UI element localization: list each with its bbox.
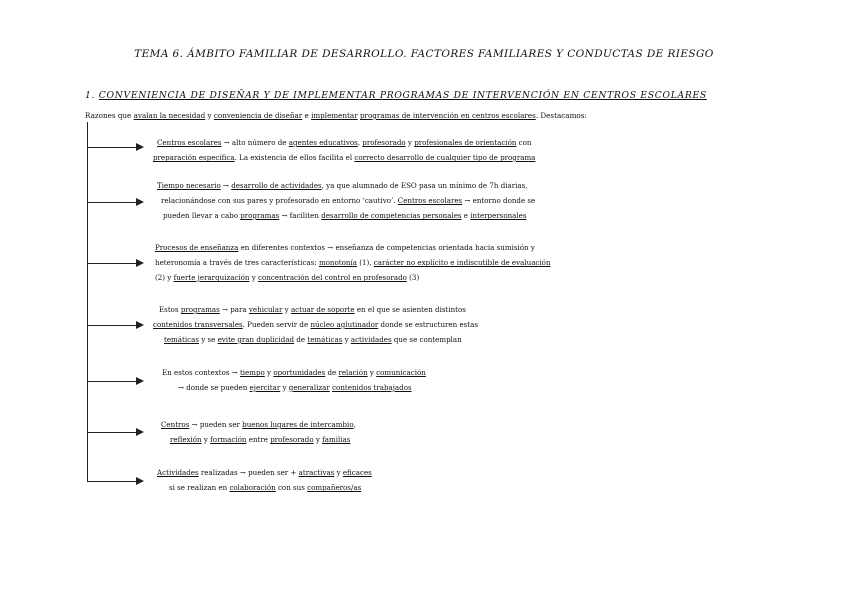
reason-line: Centros → pueden ser buenos lugares de intercambio,: [161, 420, 356, 429]
reason-line: preparación específica. La existencia de ellos facilita el correcto desarrollo de cualquier tipo de programa: [153, 153, 536, 162]
reason-line: Tiempo necesario → desarrollo de actividades, ya que alumnado de ESO pasa un mínimo de 7h diarias,: [157, 181, 528, 190]
intro-highlight: avalan la necesidad: [133, 111, 206, 120]
reason-line: Procesos de enseñanza en diferentes contextos → enseñanza de competencias orientada hacia sumisión y: [155, 243, 535, 252]
reason-block-7: [157, 465, 372, 495]
reason-block-3: [155, 240, 551, 285]
document-title: TEMA 6. ÁMBITO FAMILIAR DE DESARROLLO. FACTORES FAMILIARES Y CONDUCTAS DE RIESGO: [134, 48, 714, 60]
reason-line: pueden llevar a cabo programas → faciliten desarrollo de competencias personales e interpersonales: [163, 211, 527, 220]
intro-text: e: [302, 111, 312, 120]
reason-line: Estos programas → para vehicular y actuar de soporte en el que se asienten distintos: [159, 305, 466, 314]
reason-line: Actividades realizadas → pueden ser + atractivas y eficaces: [157, 468, 372, 477]
reason-line: Centros escolares → alto número de agentes educativos, profesorado y profesionales de orientación con: [157, 138, 532, 147]
arrow-icon: [87, 428, 147, 437]
reason-line: si se realizan en colaboración con sus compañeros/as: [169, 483, 362, 492]
intro-highlight: programas de intervención en centros escolares: [359, 111, 536, 120]
reason-block-4: [153, 302, 478, 347]
section-heading: [85, 90, 765, 101]
intro-text: y: [205, 111, 214, 120]
intro-text: . Destacamos:: [535, 111, 587, 120]
intro-highlight: conveniencia de diseñar: [213, 111, 303, 120]
arrow-icon: [87, 477, 147, 486]
arrow-icon: [87, 259, 147, 268]
reason-line: heteronomía a través de tres características: monotonía (1), carácter no explícito e indiscutible de evaluación: [155, 258, 551, 267]
intro-highlight: implementar: [311, 111, 358, 120]
reason-block-1: [153, 135, 535, 165]
reason-block-5: [162, 365, 426, 395]
intro-text: Razones que: [85, 111, 134, 120]
reason-block-2: [157, 178, 535, 223]
reason-line: temáticas y se evite gran duplicidad de temáticas y actividades que se contemplan: [164, 335, 462, 344]
section-number: 1.: [85, 90, 96, 101]
reason-line: En estos contextos → tiempo y oportunidades de relación y comunicación: [162, 368, 426, 377]
reason-line: relacionándose con sus pares y profesorado en entorno ‘cautivo’. Centros escolares → entorno donde se: [161, 196, 536, 205]
arrow-icon: [87, 143, 147, 152]
section-title: CONVENIENCIA DE DISEÑAR Y DE IMPLEMENTAR PROGRAMAS DE INTERVENCIÓN EN CENTROS ESCOLARES: [98, 90, 707, 101]
reason-line: reflexión y formación entre profesorado y familias: [170, 435, 351, 444]
intro-paragraph: [85, 111, 785, 120]
reason-line: (2) y fuerte jerarquización y concentración del control en profesorado (3): [155, 273, 420, 282]
reason-block-6: [161, 417, 356, 447]
reason-line: → donde se pueden ejercitar y generalizar contenidos trabajados: [178, 383, 412, 392]
arrow-icon: [87, 198, 147, 207]
reason-line: contenidos transversales. Pueden servir de núcleo aglutinador donde se estructuren estas: [153, 320, 479, 329]
arrow-icon: [87, 321, 147, 330]
arrow-icon: [87, 377, 147, 386]
